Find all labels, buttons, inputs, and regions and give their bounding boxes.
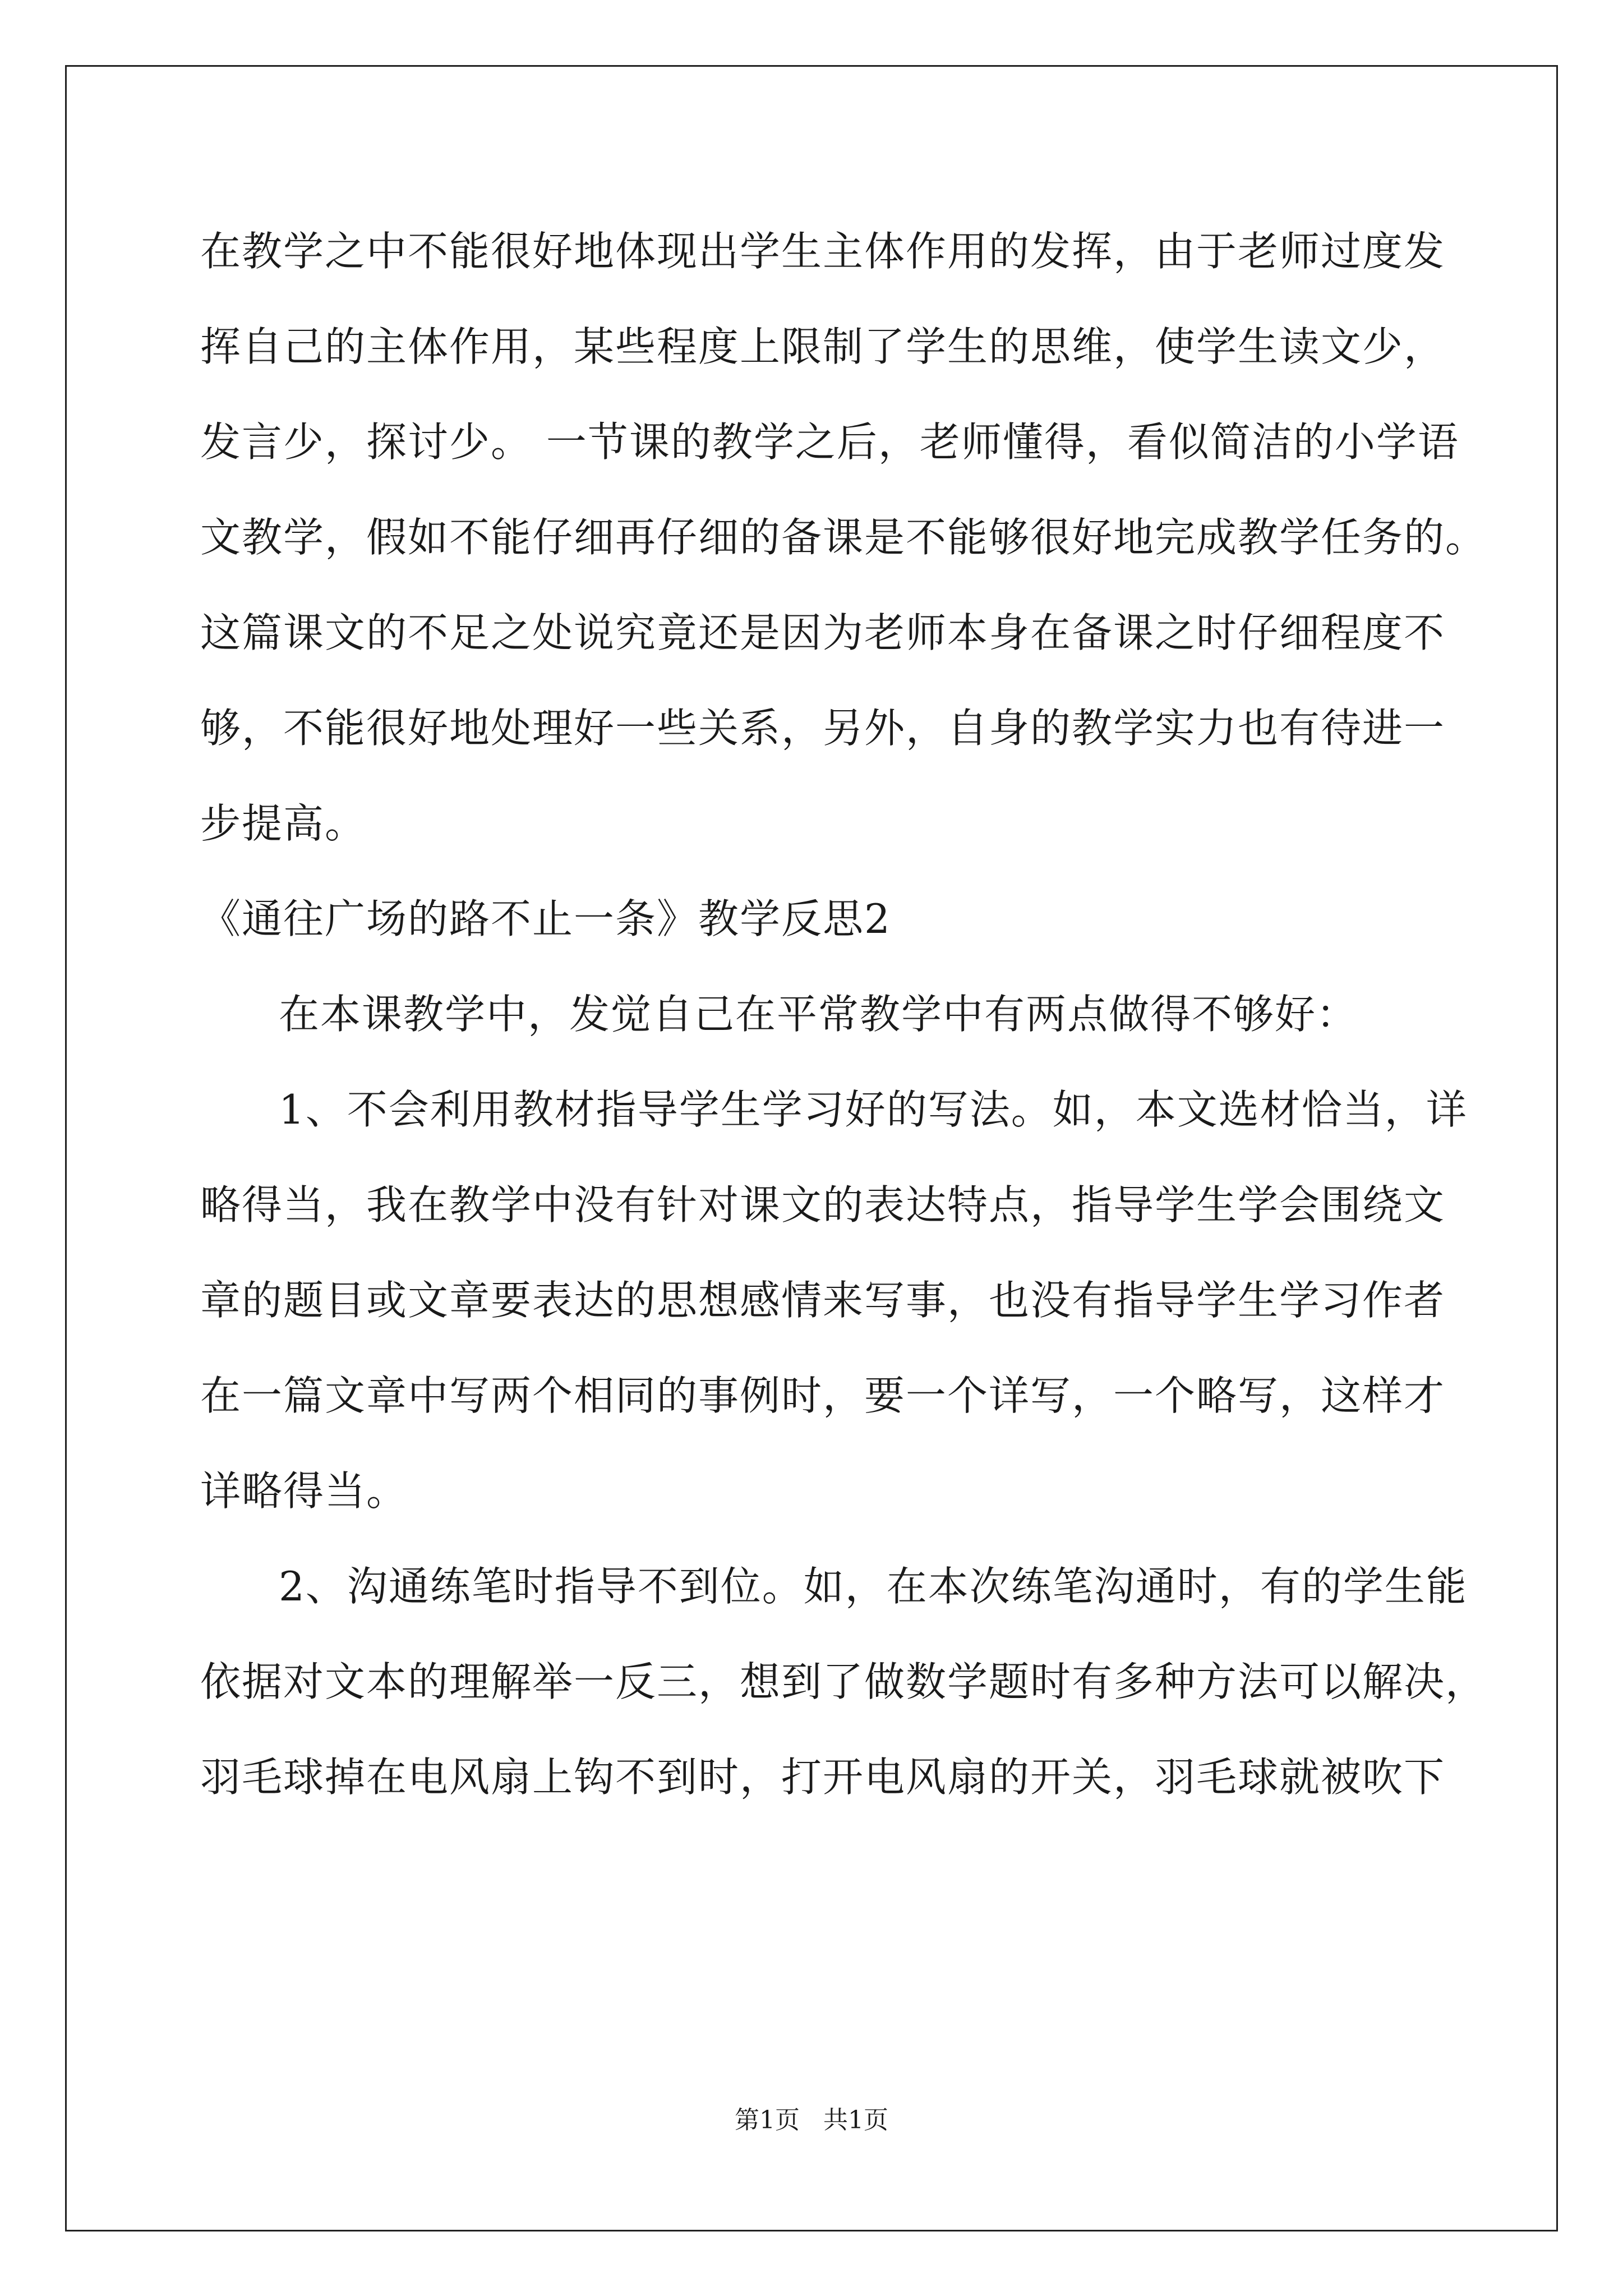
paragraph-line: 这篇课文的不足之处说究竟还是因为老师本身在备课之时仔细程度不 bbox=[200, 609, 1446, 656]
paragraph-line: 依据对文本的理解举一反三，想到了做数学题时有多种方法可以解决， bbox=[200, 1658, 1487, 1705]
paragraph-line: 详略得当。 bbox=[200, 1467, 408, 1515]
paragraph-line: 2、沟通练笔时指导不到位。如，在本次练笔沟通时，有的学生能 bbox=[279, 1563, 1468, 1610]
paragraph-line: 章的题目或文章要表达的思想感情来写事，也没有指导学生学习作者 bbox=[200, 1277, 1446, 1324]
paragraph-line: 略得当，我在教学中没有针对课文的表达特点，指导学生学会围绕文 bbox=[200, 1181, 1446, 1228]
page-border bbox=[65, 65, 1558, 2231]
paragraph-line: 羽毛球掉在电风扇上钩不到时，打开电风扇的开关，羽毛球就被吹下 bbox=[200, 1754, 1446, 1801]
section-heading: 《通往广场的路不止一条》教学反思2 bbox=[200, 895, 891, 942]
paragraph-line: 文教学，假如不能仔细再仔细的备课是不能够很好地完成教学任务的。 bbox=[200, 514, 1487, 561]
paragraph-line: 在一篇文章中写两个相同的事例时，要一个详写，一个略写，这样才 bbox=[200, 1372, 1446, 1419]
paragraph-line: 在本课教学中，发觉自己在平常教学中有两点做得不够好： bbox=[279, 991, 1358, 1038]
paragraph-line: 够，不能很好地处理好一些关系，另外，自身的教学实力也有待进一 bbox=[200, 705, 1446, 752]
paragraph-line: 在教学之中不能很好地体现出学生主体作用的发挥，由于老师过度发 bbox=[200, 228, 1446, 275]
paragraph-line: 1、不会利用教材指导学生学习好的写法。如，本文选材恰当，详 bbox=[279, 1086, 1468, 1133]
page-footer: 第1页 共1页 bbox=[735, 2106, 888, 2134]
paragraph-line: 挥自己的主体作用，某些程度上限制了学生的思维，使学生读文少， bbox=[200, 323, 1446, 370]
paragraph-line: 发言少，探讨少。 一节课的教学之后，老师懂得，看似简洁的小学语 bbox=[200, 418, 1459, 466]
paragraph-line: 步提高。 bbox=[200, 800, 367, 847]
